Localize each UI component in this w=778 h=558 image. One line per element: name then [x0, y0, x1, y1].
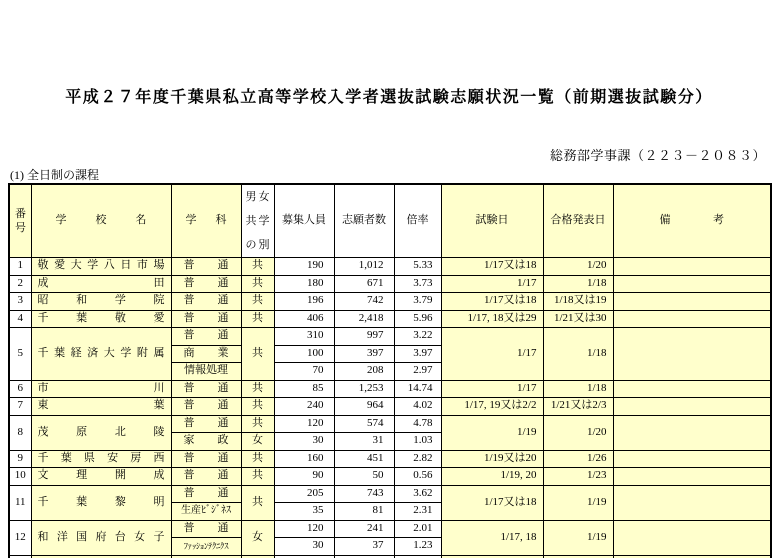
gender-cell: 共 — [241, 380, 274, 398]
department-cell: 普通 — [171, 450, 241, 468]
note-cell — [613, 258, 771, 276]
school-name-cell: 敬愛大学八日市場 — [31, 258, 171, 276]
capacity-cell: 90 — [274, 468, 334, 486]
school-name-cell: 昭和学院 — [31, 293, 171, 311]
capacity-cell: 240 — [274, 398, 334, 416]
row-number-cell: 2 — [9, 275, 31, 293]
contact-department-line: 総務部学事課（２２３－２０８３） — [549, 148, 766, 163]
applicants-cell: 2,418 — [334, 310, 394, 328]
ratio-cell: 2.01 — [394, 520, 441, 538]
row-number-cell: 4 — [9, 310, 31, 328]
department-cell: 生産ﾋﾞｼﾞﾈｽ — [171, 503, 241, 521]
gender-cell: 共 — [241, 328, 274, 381]
exam-date-cell: 1/17又は18 — [441, 293, 543, 311]
capacity-cell: 205 — [274, 485, 334, 503]
ratio-cell: 2.31 — [394, 503, 441, 521]
applicants-cell: 50 — [334, 468, 394, 486]
school-name-cell: 千葉経済大学附属 — [31, 328, 171, 381]
table-row — [9, 520, 771, 538]
capacity-cell: 100 — [274, 345, 334, 363]
table-row — [9, 485, 771, 503]
gender-cell: 共 — [241, 293, 274, 311]
row-number-cell: 3 — [9, 293, 31, 311]
table-row — [9, 450, 771, 468]
applicants-cell: 397 — [334, 345, 394, 363]
gender-cell: 共 — [241, 450, 274, 468]
note-cell — [613, 328, 771, 381]
ratio-cell: 1.03 — [394, 433, 441, 451]
applicants-cell: 742 — [334, 293, 394, 311]
page-title: 平成２７年度千葉県私立高等学校入学者選抜試験志願状況一覧（前期選抜試験分） — [65, 89, 713, 106]
school-name-cell: 千葉県安房西 — [31, 450, 171, 468]
row-number-cell: 10 — [9, 468, 31, 486]
ratio-cell: 4.78 — [394, 415, 441, 433]
ratio-cell: 3.97 — [394, 345, 441, 363]
department-cell: 普通 — [171, 293, 241, 311]
gender-cell: 共 — [241, 485, 274, 520]
capacity-cell: 30 — [274, 433, 334, 451]
announce-date-cell: 1/18又は19 — [543, 293, 613, 311]
row-number-cell: 7 — [9, 398, 31, 416]
note-cell — [613, 520, 771, 555]
department-cell: 家政 — [171, 433, 241, 451]
capacity-cell: 85 — [274, 380, 334, 398]
department-cell: 情報処理 — [171, 363, 241, 381]
applicants-cell: 1,012 — [334, 258, 394, 276]
department-cell: 商業 — [171, 345, 241, 363]
department-cell: 普通 — [171, 415, 241, 433]
table-row — [9, 468, 771, 486]
capacity-cell: 406 — [274, 310, 334, 328]
ratio-cell: 2.97 — [394, 363, 441, 381]
note-cell — [613, 415, 771, 450]
gender-cell: 共 — [241, 310, 274, 328]
table-row — [9, 415, 771, 433]
ratio-cell: 4.02 — [394, 398, 441, 416]
applicants-cell: 208 — [334, 363, 394, 381]
header-applicants: 志願者数 — [334, 184, 394, 258]
capacity-cell: 196 — [274, 293, 334, 311]
applicants-cell: 574 — [334, 415, 394, 433]
ratio-cell: 3.22 — [394, 328, 441, 346]
header-exam-date: 試験日 — [441, 184, 543, 258]
applicants-cell: 671 — [334, 275, 394, 293]
ratio-cell: 14.74 — [394, 380, 441, 398]
note-cell — [613, 310, 771, 328]
exam-date-cell: 1/17 — [441, 328, 543, 381]
applicants-cell: 997 — [334, 328, 394, 346]
department-cell: 普通 — [171, 520, 241, 538]
gender-cell: 共 — [241, 398, 274, 416]
ratio-cell: 1.23 — [394, 538, 441, 556]
capacity-cell: 190 — [274, 258, 334, 276]
header-ratio: 倍率 — [394, 184, 441, 258]
gender-cell: 共 — [241, 258, 274, 276]
exam-date-cell: 1/19, 20 — [441, 468, 543, 486]
exam-date-cell: 1/17, 19又は2/2 — [441, 398, 543, 416]
applicants-cell: 37 — [334, 538, 394, 556]
row-number-cell: 1 — [9, 258, 31, 276]
exam-date-cell: 1/17 — [441, 380, 543, 398]
header-note: 備考 — [613, 184, 771, 258]
schools-table-container — [8, 183, 772, 558]
row-number-cell: 6 — [9, 380, 31, 398]
ratio-cell: 0.56 — [394, 468, 441, 486]
gender-cell: 女 — [241, 433, 274, 451]
exam-date-cell: 1/17, 18又は29 — [441, 310, 543, 328]
schools-table — [8, 183, 772, 558]
gender-cell: 共 — [241, 415, 274, 433]
ratio-cell: 5.96 — [394, 310, 441, 328]
department-cell: 普通 — [171, 258, 241, 276]
row-number-cell: 11 — [9, 485, 31, 520]
capacity-cell: 35 — [274, 503, 334, 521]
announce-date-cell: 1/18 — [543, 275, 613, 293]
announce-date-cell: 1/26 — [543, 450, 613, 468]
note-cell — [613, 293, 771, 311]
department-cell: 普通 — [171, 328, 241, 346]
table-row — [9, 310, 771, 328]
school-name-cell: 千葉黎明 — [31, 485, 171, 520]
header-capacity: 募集人員 — [274, 184, 334, 258]
capacity-cell: 180 — [274, 275, 334, 293]
school-name-cell: 東葉 — [31, 398, 171, 416]
announce-date-cell: 1/23 — [543, 468, 613, 486]
department-cell: 普通 — [171, 468, 241, 486]
note-cell — [613, 468, 771, 486]
gender-cell: 共 — [241, 468, 274, 486]
exam-date-cell: 1/17 — [441, 275, 543, 293]
department-cell: 普通 — [171, 275, 241, 293]
department-cell: 普通 — [171, 380, 241, 398]
announce-date-cell: 1/21又は30 — [543, 310, 613, 328]
gender-cell: 女 — [241, 520, 274, 555]
gender-cell: 共 — [241, 275, 274, 293]
row-number-cell: 8 — [9, 415, 31, 450]
table-row — [9, 293, 771, 311]
row-number-cell: 5 — [9, 328, 31, 381]
capacity-cell: 160 — [274, 450, 334, 468]
note-cell — [613, 485, 771, 520]
department-cell: ﾌｧｯｼｮﾝﾃｸﾆｸｽ — [171, 538, 241, 556]
announce-date-cell: 1/19 — [543, 520, 613, 555]
school-name-cell: 文理開成 — [31, 468, 171, 486]
note-cell — [613, 275, 771, 293]
table-header-row — [9, 184, 771, 258]
row-number-cell: 12 — [9, 520, 31, 555]
ratio-cell: 3.73 — [394, 275, 441, 293]
header-department: 学科 — [171, 184, 241, 258]
note-cell — [613, 380, 771, 398]
ratio-cell: 2.82 — [394, 450, 441, 468]
exam-date-cell: 1/17又は18 — [441, 258, 543, 276]
capacity-cell: 30 — [274, 538, 334, 556]
school-name-cell: 千葉敬愛 — [31, 310, 171, 328]
table-row — [9, 398, 771, 416]
exam-date-cell: 1/17又は18 — [441, 485, 543, 520]
ratio-cell: 3.62 — [394, 485, 441, 503]
department-cell: 普通 — [171, 485, 241, 503]
header-announce-date: 合格発表日 — [543, 184, 613, 258]
applicants-cell: 451 — [334, 450, 394, 468]
header-number: 番号 — [9, 184, 31, 258]
school-name-cell: 成田 — [31, 275, 171, 293]
department-cell: 普通 — [171, 310, 241, 328]
table-row — [9, 275, 771, 293]
announce-date-cell: 1/20 — [543, 258, 613, 276]
table-row — [9, 328, 771, 346]
applicants-cell: 81 — [334, 503, 394, 521]
school-name-cell: 茂原北陵 — [31, 415, 171, 450]
note-cell — [613, 450, 771, 468]
applicants-cell: 964 — [334, 398, 394, 416]
applicants-cell: 241 — [334, 520, 394, 538]
announce-date-cell: 1/18 — [543, 328, 613, 381]
note-cell — [613, 398, 771, 416]
capacity-cell: 120 — [274, 520, 334, 538]
exam-date-cell: 1/19 — [441, 415, 543, 450]
table-row — [9, 380, 771, 398]
department-cell: 普通 — [171, 398, 241, 416]
header-gender-type: 男女共学の別 — [241, 184, 274, 258]
applicants-cell: 743 — [334, 485, 394, 503]
section-label: (1) 全日制の課程 — [10, 168, 99, 182]
announce-date-cell: 1/18 — [543, 380, 613, 398]
header-school-name: 学校名 — [31, 184, 171, 258]
announce-date-cell: 1/19 — [543, 485, 613, 520]
capacity-cell: 70 — [274, 363, 334, 381]
capacity-cell: 120 — [274, 415, 334, 433]
ratio-cell: 3.79 — [394, 293, 441, 311]
capacity-cell: 310 — [274, 328, 334, 346]
row-number-cell: 9 — [9, 450, 31, 468]
exam-date-cell: 1/19又は20 — [441, 450, 543, 468]
applicants-cell: 1,253 — [334, 380, 394, 398]
school-name-cell: 市川 — [31, 380, 171, 398]
exam-date-cell: 1/17, 18 — [441, 520, 543, 555]
announce-date-cell: 1/21又は2/3 — [543, 398, 613, 416]
ratio-cell: 5.33 — [394, 258, 441, 276]
announce-date-cell: 1/20 — [543, 415, 613, 450]
table-row — [9, 258, 771, 276]
school-name-cell: 和洋国府台女子 — [31, 520, 171, 555]
applicants-cell: 31 — [334, 433, 394, 451]
